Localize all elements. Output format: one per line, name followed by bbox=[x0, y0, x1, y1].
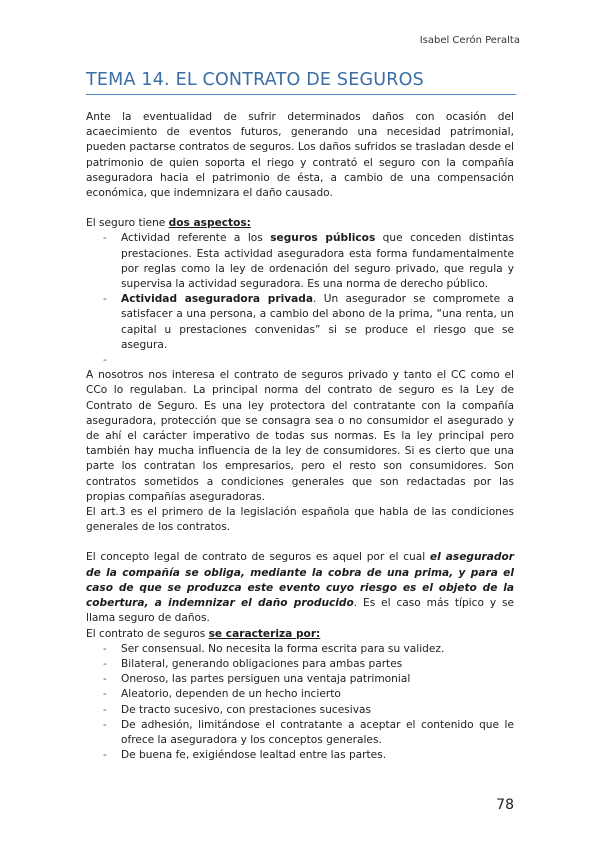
list-item: - Actividad aseguradora privada. Un asegurador se compromete a satisfacer a una persona, a cambio del abono de la prima, “una renta, un capital u prestaciones convenidas” si se produce el riesgo que se asegura. bbox=[103, 293, 515, 351]
list-item: - Oneroso, las partes persiguen una ventaja patrimonial bbox=[86, 672, 514, 687]
private-paragraph: A nosotros nos interesa el contrato de seguros privado y tanto el CC como el CCo lo regulaban. La principal norma del contrato de seguro es la Ley de Contrato de Seguro. Es una ley protectora del contratante con la compañía aseguradora, protección que se consagra sea o no consumidor el asegurado y de ahí el carácter imperativo de todas sus normas. Es la ley principal pero también hay mucha influencia de la ley de consumidores. Si es cierto que una parte los contratan los empresarios, pero el resto son consumidores. Son contratos sometidos a condiciones generales que son redactadas por las propias compañías aseguradoras. bbox=[86, 369, 514, 503]
list-item: - Aleatorio, dependen de un hecho incierto bbox=[86, 687, 514, 702]
list-marker: - bbox=[103, 703, 107, 716]
list-item: - Ser consensual. No necesita la forma escrita para su validez. bbox=[86, 642, 514, 657]
list-marker: - bbox=[103, 688, 107, 701]
list-marker: - bbox=[103, 642, 107, 655]
list-item: - Actividad referente a los seguros públicos que conceden distintas prestaciones. Esta actividad aseguradora esta forma fundamentalmente por reglas como la ley de ordenación del seguro privado, que regula y supervisa la actividad seguradora. Es una norma de derecho público. bbox=[103, 232, 514, 291]
list-marker: - bbox=[103, 673, 107, 686]
list-item: - De adhesión, limitándose el contratante a aceptar el contenido que le ofrece la aseguradora y los conceptos generales. bbox=[103, 718, 514, 746]
document-body bbox=[86, 110, 514, 763]
characteristics-list bbox=[86, 642, 514, 764]
aspects-list bbox=[86, 231, 514, 368]
concept-paragraph: El concepto legal de contrato de seguros es aquel por el cual el asegurador de la compañía se obliga, mediante la cobra de una prima, y para el caso de que se produzca este evento cuyo riesgo es el objeto de la cobertura, a indemnizar el daño producido. Es el caso más típico y se llama seguro de daños. bbox=[86, 551, 515, 625]
characteristics-lead: El contrato de seguros se caracteriza por: bbox=[86, 627, 321, 640]
list-marker: - bbox=[103, 749, 107, 762]
aspects-lead: El seguro tiene dos aspectos: bbox=[86, 217, 251, 230]
characteristics-lead-bold: se caracteriza por: bbox=[208, 627, 321, 640]
list-marker: - bbox=[103, 354, 107, 367]
list-marker: - bbox=[103, 657, 107, 670]
header-author: Isabel Cerón Peralta bbox=[419, 35, 520, 46]
list-item-empty bbox=[86, 353, 514, 368]
page-number: 78 bbox=[496, 797, 514, 813]
art3-paragraph: El art.3 es el primero de la legislación española que habla de las condiciones generales de los contratos. bbox=[86, 506, 514, 534]
list-item: - De tracto sucesivo, con prestaciones sucesivas bbox=[86, 703, 514, 718]
page-title: TEMA 14. EL CONTRATO DE SEGUROS bbox=[86, 70, 516, 95]
concept-definition: el asegurador de la compañía se obliga, mediante la cobra de una prima, y para el caso de que se produzca este evento cuyo riesgo es el objeto de la cobertura, a indemnizar el daño producido bbox=[86, 551, 514, 610]
intro-paragraph: Ante la eventualidad de sufrir determinados daños con ocasión del acaecimiento de eventos futuros, generando una necesidad patrimonial, pueden pactarse contratos de seguros. Los daños sufridos se trasladan desde el patrimonio de quien soporta el riego y contrató el seguro con la compañía aseguradora hacia el patrimonio de ésta, a cambio de una compensación económica, que indemnizara el daño causado. bbox=[86, 111, 514, 200]
list-item: - De buena fe, exigiéndose lealtad entre las partes. bbox=[86, 748, 514, 763]
list-marker: - bbox=[103, 232, 107, 245]
list-marker: - bbox=[103, 293, 107, 306]
list-item: - Bilateral, generando obligaciones para ambas partes bbox=[86, 657, 514, 672]
aspects-lead-bold: dos aspectos: bbox=[168, 217, 251, 230]
list-marker: - bbox=[103, 718, 107, 731]
